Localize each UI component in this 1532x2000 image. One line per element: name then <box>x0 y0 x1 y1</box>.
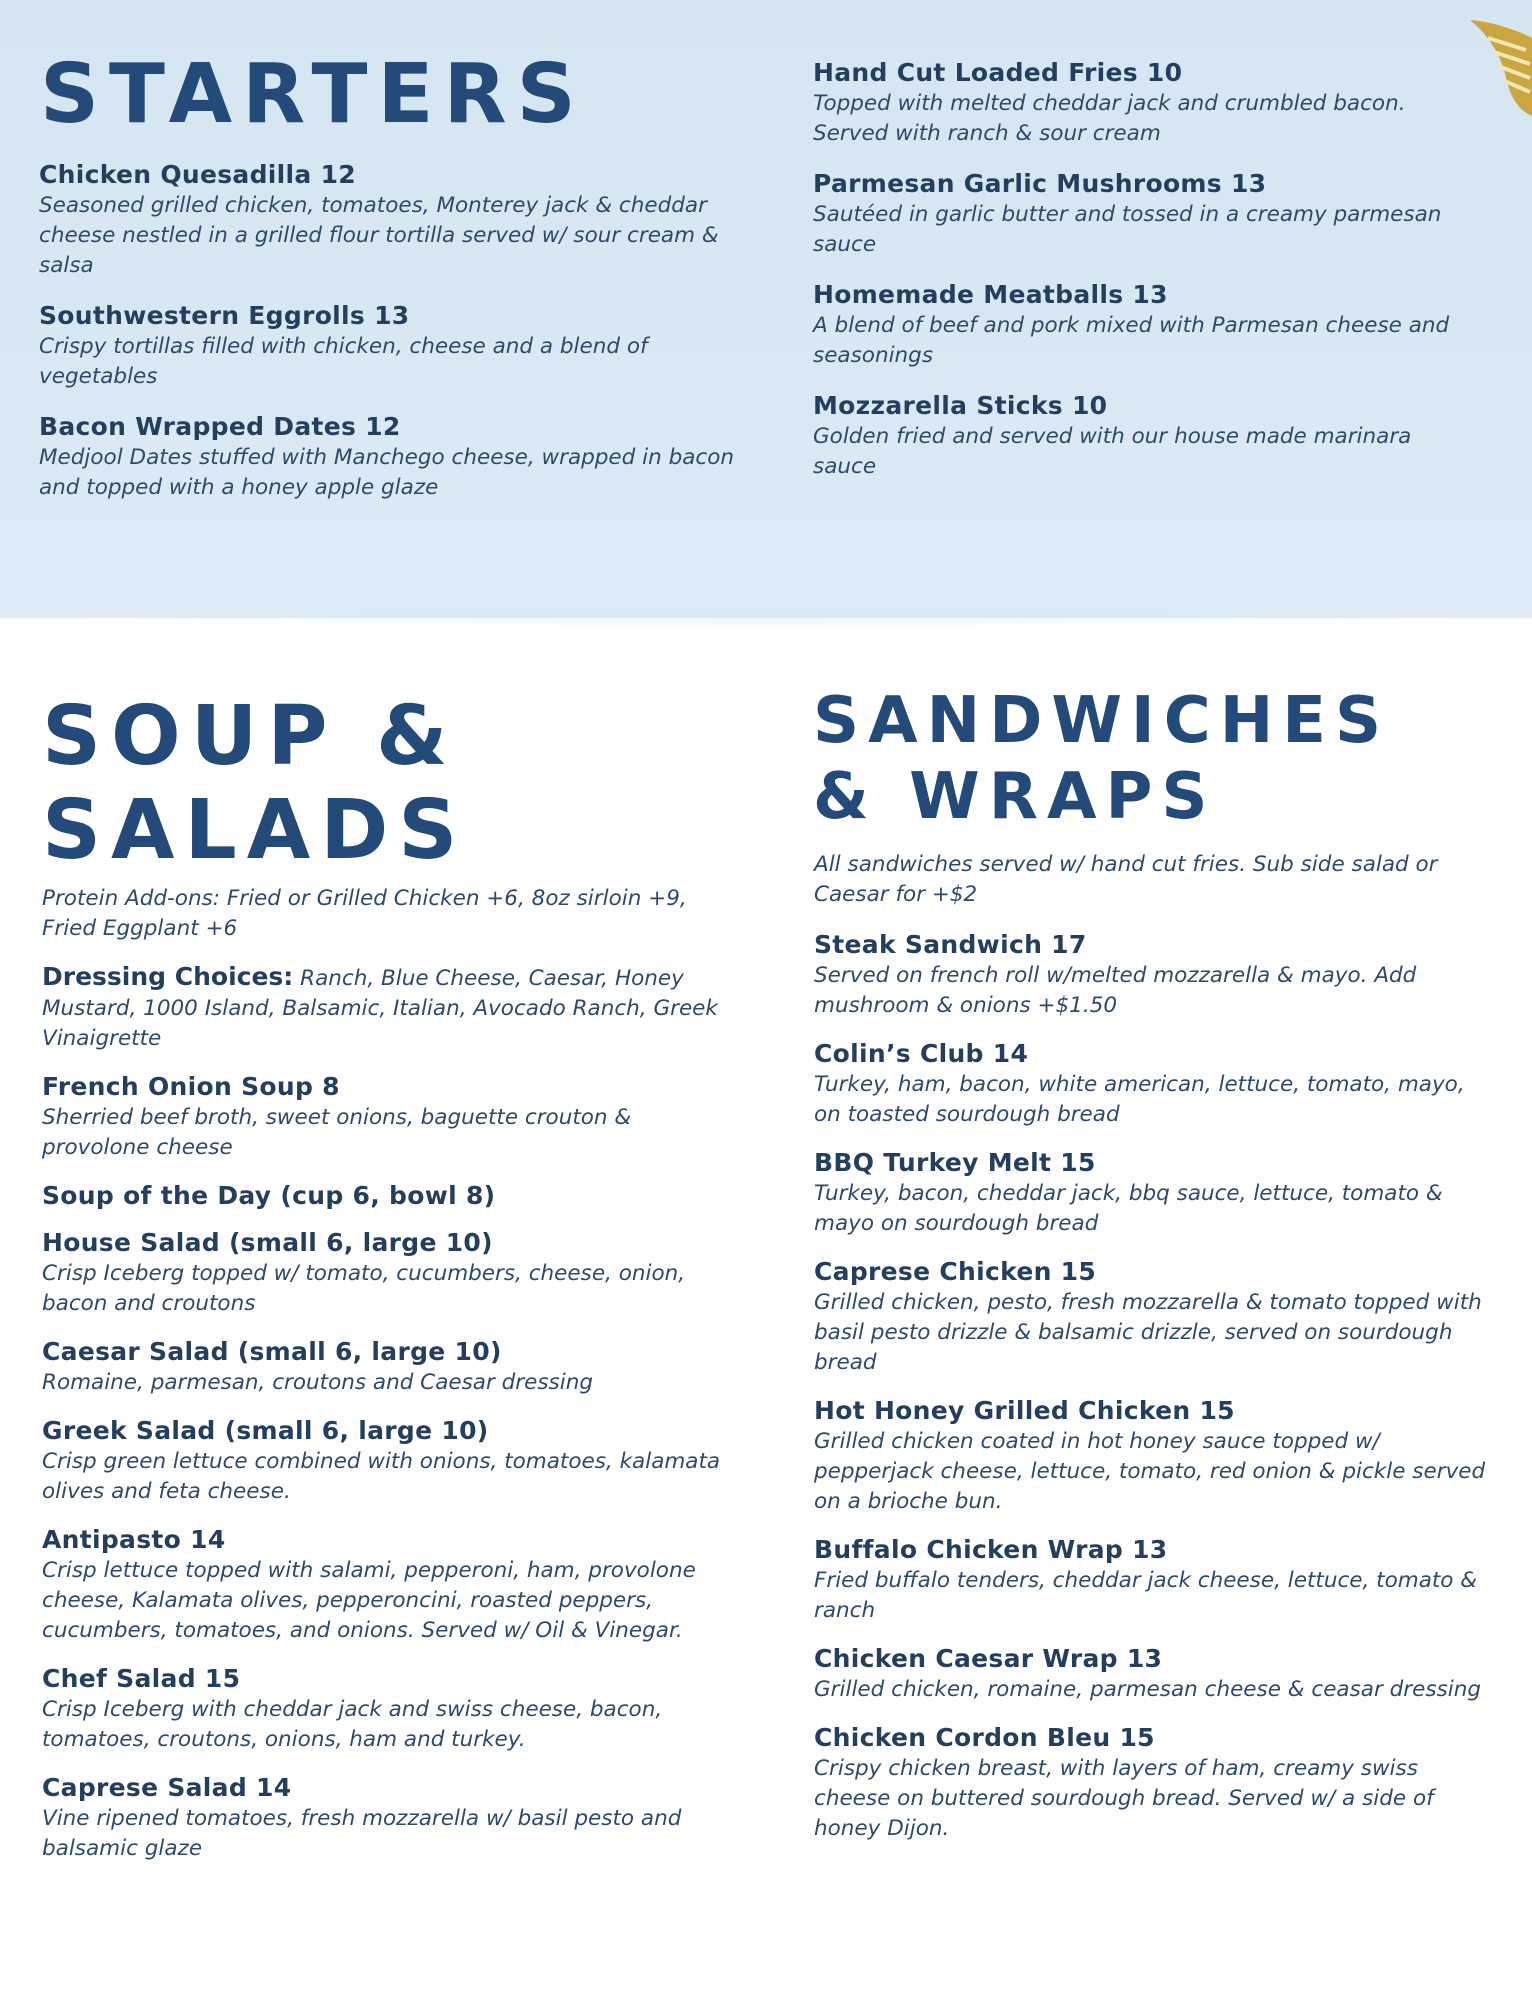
item-description: Crisp Iceberg with cheddar jack and swiss cheese, bacon, tomatoes, croutons, onions, ham and turkey. <box>42 1697 663 1752</box>
item-description: Romaine, parmesan, croutons and Caesar dressing <box>42 1370 594 1395</box>
menu-item <box>39 160 739 281</box>
protein-addons-note: Protein Add-ons: Fried or Grilled Chicken +6, 8oz sirloin +9, Fried Eggplant +6 <box>42 886 687 941</box>
starters-right-column <box>813 58 1473 482</box>
item-description: Sautéed in garlic butter and tossed in a creamy parmesan sauce <box>813 202 1442 257</box>
menu-item <box>813 391 1473 482</box>
item-title: Colin’s Club 14 <box>814 1039 1029 1068</box>
starters-left-column <box>39 160 739 503</box>
item-title: Antipasto 14 <box>42 1525 226 1554</box>
soup-salads-heading <box>42 690 467 878</box>
menu-item <box>814 1257 1494 1378</box>
menu-item <box>813 169 1473 260</box>
menu-item <box>814 1039 1494 1130</box>
menu-item <box>42 1228 722 1319</box>
menu-item <box>813 58 1473 149</box>
item-title: Chicken Caesar Wrap 13 <box>814 1644 1163 1673</box>
menu-item <box>814 1723 1494 1844</box>
item-title: BBQ Turkey Melt 15 <box>814 1148 1096 1177</box>
item-title: Parmesan Garlic Mushrooms 13 <box>813 169 1267 198</box>
item-title: Homemade Meatballs 13 <box>813 280 1168 309</box>
item-title: Mozzarella Sticks 10 <box>813 391 1108 420</box>
menu-item <box>814 1644 1494 1705</box>
item-description: Crispy tortillas filled with chicken, cheese and a blend of vegetables <box>39 334 648 389</box>
item-description: Grilled chicken, romaine, parmesan cheese & ceasar dressing <box>814 1677 1482 1702</box>
menu-item <box>42 1181 722 1210</box>
item-description: Crispy chicken breast, with layers of ham, creamy swiss cheese on buttered sourdough bread. Served w/ a side of honey Dijon. <box>814 1756 1434 1841</box>
item-description: Crisp Iceberg topped w/ tomato, cucumbers, cheese, onion, bacon and croutons <box>42 1261 686 1316</box>
menu-item <box>814 1148 1494 1239</box>
menu-item <box>814 1396 1494 1517</box>
item-description: Grilled chicken coated in hot honey sauce topped w/ pepperjack cheese, lettuce, tomato, red onion & pickle served on a brioche bun. <box>814 1429 1486 1514</box>
item-description: Turkey, bacon, cheddar jack, bbq sauce, lettuce, tomato & mayo on sourdough bread <box>814 1181 1443 1236</box>
item-title: French Onion Soup 8 <box>42 1072 340 1101</box>
sandwiches-note: All sandwiches served w/ hand cut fries. Sub side salad or Caesar for +$2 <box>814 852 1438 907</box>
dressing-label: Dressing Choices: <box>42 962 294 991</box>
item-title: House Salad (small 6, large 10) <box>42 1228 493 1257</box>
item-title: Hot Honey Grilled Chicken 15 <box>814 1396 1235 1425</box>
heading-line: SANDWICHES <box>813 684 1391 758</box>
item-title: Caprese Salad 14 <box>42 1773 292 1802</box>
menu-item <box>42 1416 722 1507</box>
item-title: Soup of the Day (cup 6, bowl 8) <box>42 1181 496 1210</box>
menu-item <box>42 1773 722 1864</box>
item-title: Chef Salad 15 <box>42 1664 241 1693</box>
item-description: Golden fried and served with our house made marinara sauce <box>813 424 1412 479</box>
item-description: Grilled chicken, pesto, fresh mozzarella & tomato topped with basil pesto drizzle & balsamic drizzle, served on sourdough bread <box>814 1290 1482 1375</box>
soup-salads-column <box>42 884 722 1864</box>
heading-line: SOUP & <box>42 689 458 784</box>
menu-item <box>814 1535 1494 1626</box>
item-title: Southwestern Eggrolls 13 <box>39 301 410 330</box>
menu-item <box>813 280 1473 371</box>
item-title: Buffalo Chicken Wrap 13 <box>814 1535 1168 1564</box>
heading-line: & WRAPS <box>813 760 1217 834</box>
menu-item <box>42 1664 722 1755</box>
decorative-leaf-icon <box>1468 18 1532 118</box>
starters-heading: STARTERS <box>40 47 586 142</box>
item-title: Greek Salad (small 6, large 10) <box>42 1416 489 1445</box>
menu-item <box>42 1072 722 1163</box>
heading-line: SALADS <box>42 783 468 878</box>
item-title: Bacon Wrapped Dates 12 <box>39 412 401 441</box>
item-description: Turkey, ham, bacon, white american, lettuce, tomato, mayo, on toasted sourdough bread <box>814 1072 1465 1127</box>
item-title: Chicken Cordon Bleu 15 <box>814 1723 1155 1752</box>
item-title: Chicken Quesadilla 12 <box>39 160 356 189</box>
menu-item <box>39 412 739 503</box>
menu-item <box>814 930 1494 1021</box>
item-description: Crisp green lettuce combined with onions, tomatoes, kalamata olives and feta cheese. <box>42 1449 721 1504</box>
item-title: Caesar Salad (small 6, large 10) <box>42 1337 502 1366</box>
item-title: Hand Cut Loaded Fries 10 <box>813 58 1183 87</box>
menu-item <box>42 1525 722 1646</box>
sandwiches-column <box>814 850 1494 1844</box>
sandwiches-wraps-heading <box>813 683 1390 835</box>
item-description: Vine ripened tomatoes, fresh mozzarella w/ basil pesto and balsamic glaze <box>42 1806 682 1861</box>
item-description: Fried buffalo tenders, cheddar jack cheese, lettuce, tomato & ranch <box>814 1568 1478 1623</box>
menu-item <box>39 301 739 392</box>
menu-item <box>42 1337 722 1398</box>
item-description: Sherried beef broth, sweet onions, baguette crouton & provolone cheese <box>42 1105 632 1160</box>
item-description: A blend of beef and pork mixed with Parmesan cheese and seasonings <box>813 313 1450 368</box>
item-description: Seasoned grilled chicken, tomatoes, Monterey jack & cheddar cheese nestled in a grilled flour tortilla served w/ sour cream & salsa <box>39 193 719 278</box>
item-title: Steak Sandwich 17 <box>814 930 1087 959</box>
item-title: Caprese Chicken 15 <box>814 1257 1097 1286</box>
dressing-list: Ranch, Blue Cheese, Caesar, Honey Mustard, 1000 Island, Balsamic, Italian, Avocado Ranch, Greek Vinaigrette <box>42 966 718 1051</box>
item-description: Topped with melted cheddar jack and crumbled bacon. Served with ranch & sour cream <box>813 91 1406 146</box>
item-description: Served on french roll w/melted mozzarella & mayo. Add mushroom & onions +$1.50 <box>814 963 1417 1018</box>
item-description: Medjool Dates stuffed with Manchego cheese, wrapped in bacon and topped with a honey apple glaze <box>39 445 734 500</box>
dressing-choices <box>42 962 722 1054</box>
item-description: Crisp lettuce topped with salami, pepperoni, ham, provolone cheese, Kalamata olives, pepperoncini, roasted peppers, cucumbers, tomatoes, and onions. Served w/ Oil & Vinegar. <box>42 1558 696 1643</box>
